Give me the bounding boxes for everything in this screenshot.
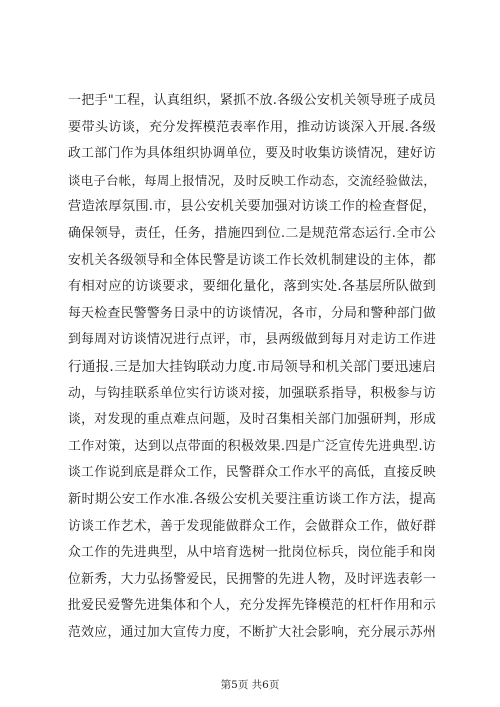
text-line: 安机关各级领导和全体民警是访谈工作长效机制建设的主体，都	[68, 252, 436, 268]
text-line: 批爱民爱警先进集体和个人，充分发挥先锋模范的杠杆作用和示	[68, 598, 436, 614]
text-line: 访谈工作艺术，善于发现能做群众工作，会做群众工作，做好群	[68, 518, 436, 534]
text-line: 位新秀，大力弘扬警爱民，民拥警的先进人物，及时评选表彰一	[68, 571, 436, 587]
text-line: 谈，对发现的重点难点问题，及时召集相关部门加强研判，形成	[68, 412, 436, 428]
text-line: 新时期公安工作水准.各级公安机关要注重访谈工作方法，提高	[68, 491, 436, 507]
body-text	[68, 88, 436, 646]
text-line: 范效应，通过加大宣传力度，不断扩大社会影响，充分展示苏州	[68, 624, 436, 640]
text-line: 有相对应的访谈要求，要细化量化，落到实处.各基层所队做到	[68, 279, 436, 295]
text-line: 政工部门作为具体组织协调单位，要及时收集访谈情况，建好访	[68, 146, 436, 162]
text-line: 工作对策，达到以点带面的积极效果.四是广泛宣传先进典型.访	[68, 438, 436, 454]
text-line: 动，与钩挂联系单位实行访谈对接，加强联系指导，积极参与访	[68, 385, 436, 401]
text-line: 一把手"工程，认真组织，紧抓不放.各级公安机关领导班子成员	[68, 93, 436, 108]
text-line: 谈工作说到底是群众工作，民警群众工作水平的高低，直接反映	[68, 465, 436, 481]
text-line: 到每周对访谈情况进行点评，市，县两级做到每月对走访工作进	[68, 332, 436, 348]
text-line: 每天检查民警警务日录中的访谈情况，各市，分局和警种部门做	[68, 305, 436, 321]
text-line: 众工作的先进典型，从中培育选树一批岗位标兵，岗位能手和岗	[68, 545, 436, 561]
text-line: 营造浓厚氛围.市，县公安机关要加强对访谈工作的检查督促，	[68, 199, 436, 215]
text-line: 谈电子台帐，每周上报情况，及时反映工作动态，交流经验做法，	[68, 172, 436, 188]
page-number-footer: 第5页 共6页	[220, 679, 280, 691]
text-line: 行通报.三是加大挂钩联动力度.市局领导和机关部门要迅速启	[68, 358, 436, 375]
text-line: 确保领导，责任，任务，措施四到位.二是规范常态运行.全市公	[68, 225, 436, 241]
text-line: 要带头访谈，充分发挥模范表率作用，推动访谈深入开展.各级	[68, 119, 436, 135]
